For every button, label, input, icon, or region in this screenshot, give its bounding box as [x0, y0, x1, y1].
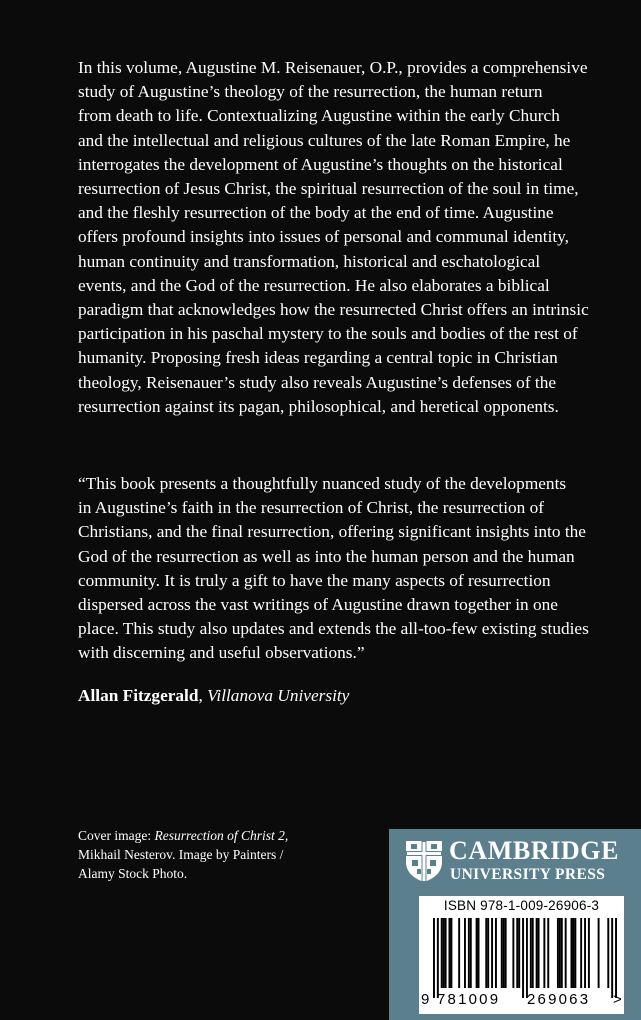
barcode-bar [491, 918, 493, 988]
barcode-bar [505, 918, 507, 988]
barcode-bar [512, 918, 514, 988]
barcode-bar [448, 918, 450, 988]
barcode-bar [571, 918, 573, 988]
description-line: interrogates the development of Augustine’s thoughts on the historical [78, 154, 563, 174]
credit-line-3: Alamy Stock Photo. [78, 866, 188, 881]
publisher-subtitle: UNIVERSITY PRESS [450, 866, 606, 883]
barcode-bar [495, 918, 497, 988]
quote-line: God of the resurrection as well as into the human person and the human [78, 546, 575, 566]
barcode-bar [536, 918, 538, 988]
barcode-bar [584, 918, 586, 988]
isbn-label: ISBN 978-1-009-26906-3 [443, 898, 600, 913]
barcode-guard-bar [437, 918, 439, 998]
barcode-lead-digit: 9 [421, 991, 430, 1008]
publisher-name: CAMBRIDGE [449, 836, 620, 865]
barcode-bars [433, 918, 617, 998]
barcode-bar [580, 918, 582, 988]
barcode-bar [476, 918, 478, 988]
barcode-bar [487, 918, 489, 988]
barcode-bar [598, 918, 600, 988]
description-line: participation in his paschal mystery to the souls and bodies of the rest of [78, 324, 578, 344]
quote-line: in Augustine’s faith in the resurrection of Christ, the resurrection of [78, 498, 545, 518]
endorser-name: Allan Fitzgerald [78, 686, 199, 705]
quote-line: dispersed across the vast writings of Augustine drawn together in one [78, 595, 558, 615]
endorsement-attribution [78, 684, 349, 708]
quote-line: Christians, and the final resurrection, offering significant insights into the [78, 522, 586, 542]
barcode-bar [543, 918, 545, 988]
description-line: human continuity and transformation, historical and eschatological [78, 251, 541, 271]
cambridge-shield-icon [405, 840, 443, 883]
barcode-bar [450, 918, 452, 988]
credit-artwork-title: Resurrection of Christ 2, [154, 828, 289, 843]
quote-line: community. It is truly a gift to have the many aspects of resurrection [78, 570, 551, 590]
description-line: theology, Reisenauer’s study also reveals Augustine’s defenses of the [78, 372, 557, 392]
barcode-guard-bar [526, 918, 528, 998]
barcode-bar [530, 918, 532, 988]
quote-line: “This book presents a thoughtfully nuanced study of the developments [78, 474, 567, 493]
barcode-left-group: 781009 [437, 991, 501, 1008]
barcode-bar [443, 918, 445, 988]
barcode-bar [468, 918, 470, 988]
barcode-bar [607, 918, 609, 988]
barcode-quiet-mark: > [613, 991, 622, 1008]
barcode-box [419, 896, 624, 1014]
barcode-bar [565, 918, 567, 988]
barcode-bar [478, 918, 480, 988]
description-line: offers profound insights into issues of personal and communal identity, [78, 227, 570, 247]
description-line: resurrection against its pagan, philosophical, and heretical opponents. [78, 396, 559, 416]
attribution-separator: , [198, 686, 208, 705]
publisher-panel [389, 829, 641, 1020]
barcode-bar [561, 918, 563, 988]
barcode-bar [538, 918, 540, 988]
barcode-bar [557, 918, 559, 988]
description-line: events, and the God of the resurrection. He also elaborates a biblical [78, 275, 550, 295]
barcode-bar [458, 918, 460, 988]
barcode-bar [559, 918, 561, 988]
description-line: resurrection of Jesus Christ, the spiritual resurrection of the soul in time, [78, 179, 579, 199]
barcode-guard-bar [615, 918, 617, 998]
barcode-bar [464, 918, 466, 988]
barcode-bar [572, 918, 574, 988]
description-paragraph [78, 56, 618, 419]
barcode-bar [503, 918, 505, 988]
description-line: and the intellectual and religious cultures of the late Roman Empire, he [78, 130, 571, 150]
barcode-bar [485, 918, 487, 988]
barcode-bar [516, 918, 518, 988]
quote-line: with discerning and useful observations.” [78, 643, 365, 663]
description-line: humanity. Proposing fresh ideas regarding a central topic in Christian [78, 348, 558, 368]
barcode-bar [441, 918, 443, 988]
barcode-bar [445, 918, 447, 988]
quote-line: place. This study also updates and extends the all-too-few existing studies [78, 619, 589, 639]
barcode-guard-bar [611, 918, 613, 998]
description-line: and the fleshly resurrection of the body at the end of time. Augustine [78, 203, 554, 223]
description-line: In this volume, Augustine M. Reisenauer, O.P., provides a comprehensive [78, 58, 588, 77]
barcode-guard-bar [522, 918, 524, 998]
barcode-bar [547, 918, 549, 988]
barcode-guard-bar [433, 918, 435, 998]
description-line: paradigm that acknowledges how the resurrected Christ offers an intrinsic [78, 300, 589, 320]
endorser-affiliation: Villanova University [207, 686, 350, 705]
barcode-bar [501, 918, 503, 988]
cover-image-credit [78, 826, 288, 883]
endorsement-quote [78, 472, 618, 666]
barcode-bar [588, 918, 590, 988]
barcode-bar [518, 918, 520, 988]
description-line: from death to life. Contextualizing Augustine within the early Church [78, 106, 560, 126]
credit-line-2: Mikhail Nesterov. Image by Painters / [78, 847, 284, 862]
barcode-right-group: 269063 [527, 991, 591, 1008]
credit-line-1 [78, 826, 288, 845]
barcode-bar [470, 918, 472, 988]
description-line: study of Augustine’s theology of the resurrection, the human return [78, 82, 543, 102]
credit-prefix: Cover image: [78, 828, 155, 843]
barcode-bar [574, 918, 576, 988]
barcode-bar [532, 918, 534, 988]
